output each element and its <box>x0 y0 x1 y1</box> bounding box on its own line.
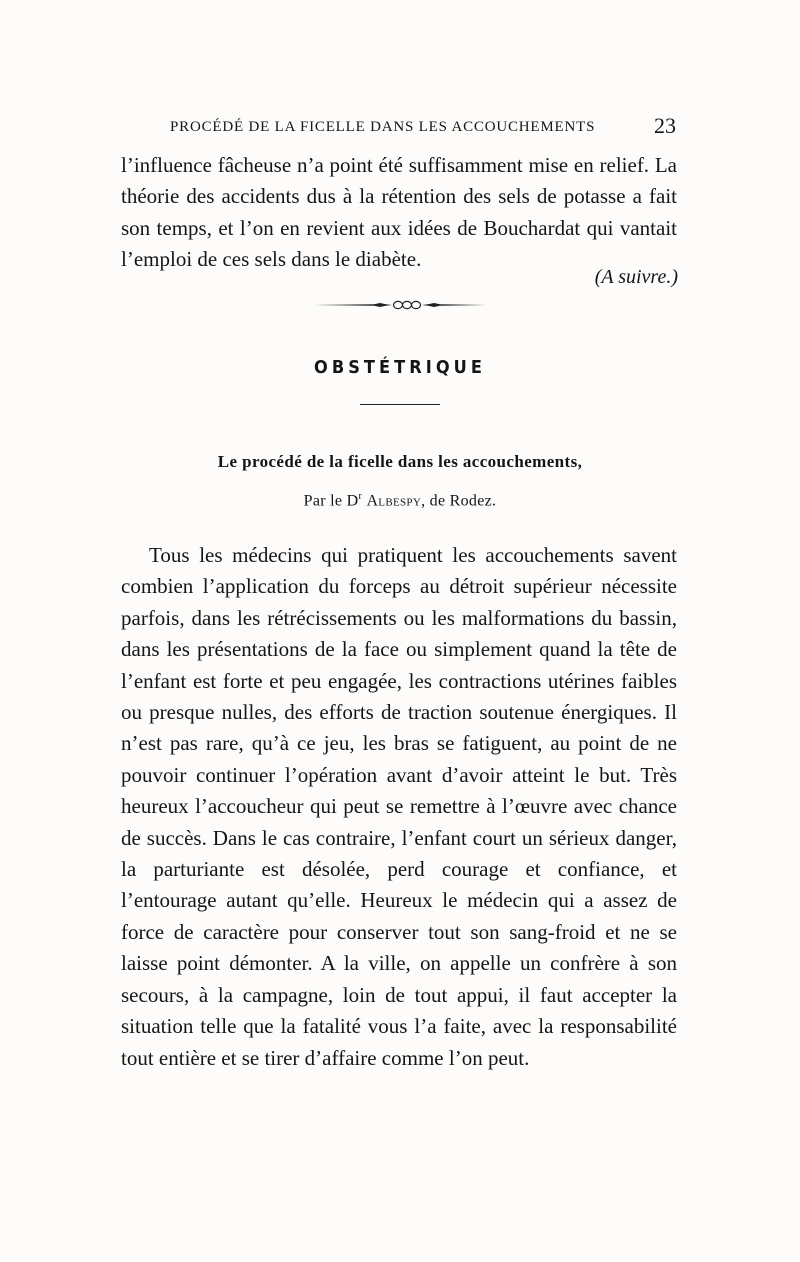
author-name: Albespy <box>366 492 422 510</box>
page-number: 23 <box>654 113 676 138</box>
article-body-paragraph: Tous les médecins qui pratiquent les accouchements savent combien l’application du forceps au détroit supérieur nécessite parfois, dans les rétrécissements ou les malformations du bassin, dans les présentations de la face ou simplement quand la tête de l’enfant est forte et peu engagée, les contractions utérines faibles ou presque nulles, des efforts de traction soutenue énergiques. Il n’est pas rare, qu’à ce jeu, les bras se fatiguent, au point de ne pouvoir continuer l’opération avant d’avoir atteint le but. Très heureux l’accoucheur qui peut se remettre à l’œuvre avec chance de succès. Dans le cas contraire, l’enfant court un sérieux danger, la parturiante est désolée, perd courage et confiance, et l’entourage autant qu’elle. Heureux le médecin qui a assez de force de caractère pour conserver tout son sang-froid et ne se laisse point démonter. A la ville, on appelle un confrère à son secours, à la campagne, loin de tout appui, il faut accepter la situation telle que la fatalité vous l’a faite, avec la responsabilité tout entière et se tirer d’affaire comme l’on peut. <box>121 543 677 1070</box>
running-header <box>120 112 682 144</box>
byline-prefix: Par le D <box>303 492 359 510</box>
author-place: , de Rodez. <box>421 492 497 510</box>
byline-title-superscript: r <box>358 491 363 502</box>
previous-article-paragraph: l’influence fâcheuse n’a point été suffisamment mise en relief. La théorie des accidents dus à la rétention des sels de potasse a fait son temps, et l’on en revient aux idées de Bouchardat qui vantait l’emploi de ces sels dans le diabète. <box>121 153 677 272</box>
section-heading: OBSTÉTRIQUE <box>313 357 486 378</box>
author-byline <box>0 491 800 510</box>
running-title: PROCÉDÉ DE LA FICELLE DANS LES ACCOUCHEMENTS <box>170 119 596 135</box>
continuation-note: (A suivre.) <box>594 266 678 288</box>
heading-rule <box>360 404 440 405</box>
decorative-ornament-divider <box>312 296 488 314</box>
article-title: Le procédé de la ficelle dans les accouchements, <box>217 452 583 471</box>
